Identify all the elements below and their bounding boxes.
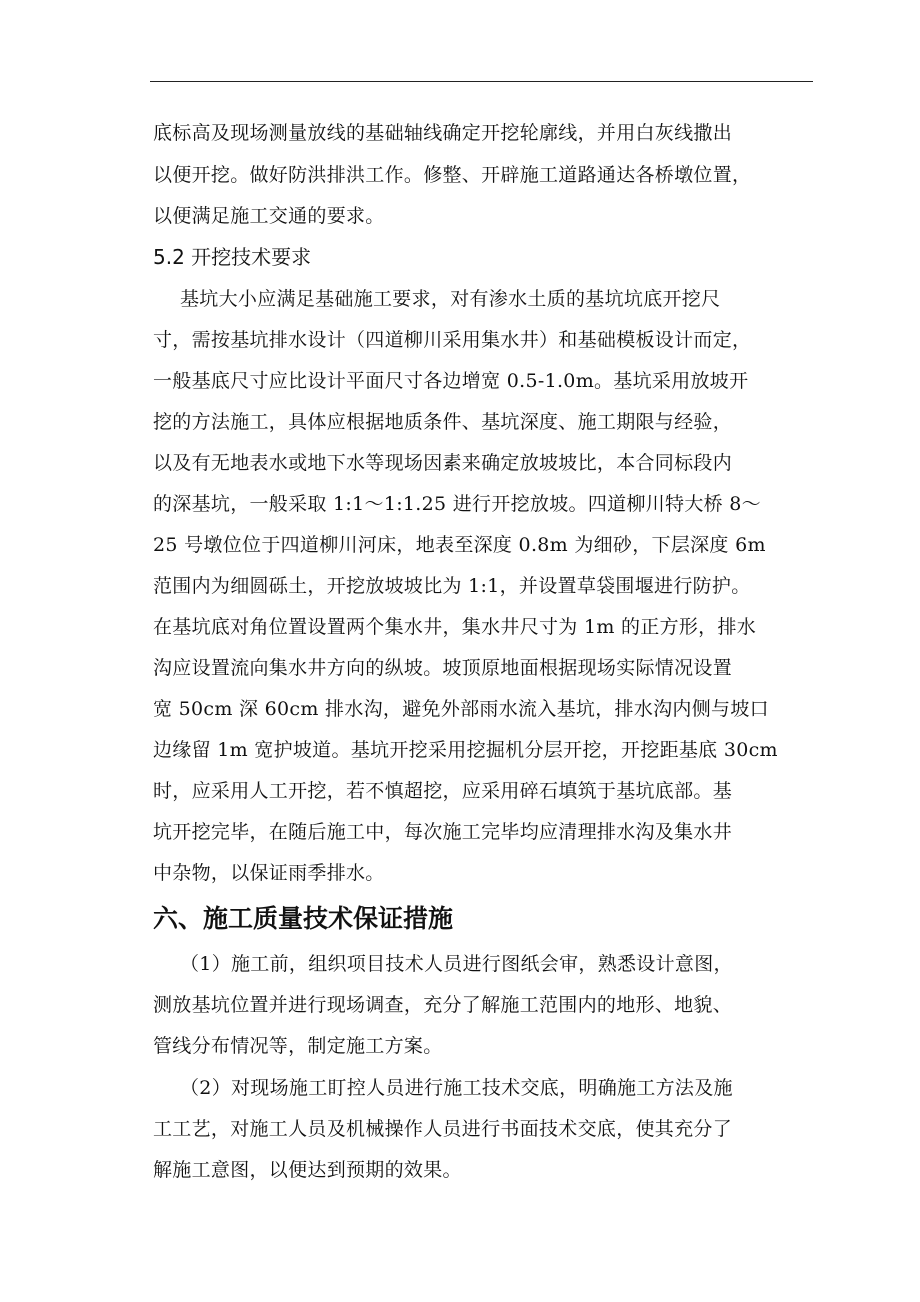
paragraph-line: 挖的方法施工，具体应根据地质条件、基坑深度、施工期限与经验， [153,411,733,433]
paragraph-line: 以便满足施工交通的要求。 [153,205,385,227]
paragraph-line: 以及有无地表水或地下水等现场因素来确定放坡坡比，本合同标段内 [153,452,733,474]
paragraph-line: 寸，需按基坑排水设计（四道柳川采用集水井）和基础模板设计而定， [153,329,752,351]
paragraph-line: （1）施工前，组织项目技术人员进行图纸会审，熟悉设计意图， [180,953,733,975]
paragraph-line: 范围内为细圆砾土，开挖放坡坡比为 1:1，并设置草袋围堰进行防护。 [153,575,751,597]
paragraph-line: 中杂物，以保证雨季排水。 [153,862,385,884]
header-rule [150,81,813,82]
paragraph-line: 在基坑底对角位置设置两个集水井，集水井尺寸为 1m 的正方形，排水 [153,616,757,638]
paragraph-line: 底标高及现场测量放线的基础轴线确定开挖轮廓线，并用白灰线撒出 [153,122,733,144]
paragraph-line: 工工艺，对施工人员及机械操作人员进行书面技术交底，使其充分了 [153,1118,733,1140]
section-heading-6: 六、施工质量技术保证措施 [153,904,454,933]
paragraph-line: 时，应采用人工开挖，若不慎超挖，应采用碎石填筑于基坑底部。基 [153,780,733,802]
paragraph-line: 宽 50cm 深 60cm 排水沟，避免外部雨水流入基坑，排水沟内侧与坡口 [153,698,769,720]
section-heading-5-2: 5.2 开挖技术要求 [153,245,312,269]
paragraph-line: 测放基坑位置并进行现场调查，充分了解施工范围内的地形、地貌、 [153,994,733,1016]
paragraph-line: 以便开挖。做好防洪排洪工作。修整、开辟施工道路通达各桥墩位置， [153,164,752,186]
paragraph-line: 基坑大小应满足基础施工要求，对有渗水土质的基坑坑底开挖尺 [180,288,721,310]
paragraph-line: 一般基底尺寸应比设计平面尺寸各边增宽 0.5-1.0m。基坑采用放坡开 [153,370,749,392]
paragraph-line: 解施工意图，以便达到预期的效果。 [153,1159,462,1181]
paragraph-line: 边缘留 1m 宽护坡道。基坑开挖采用挖掘机分层开挖，开挖距基底 30cm [153,739,778,761]
paragraph-line: 管线分布情况等，制定施工方案。 [153,1035,443,1057]
paragraph-line: 25 号墩位位于四道柳川河床，地表至深度 0.8m 为细砂，下层深度 6m [153,534,766,556]
paragraph-line: （2）对现场施工盯控人员进行施工技术交底，明确施工方法及施 [180,1077,733,1099]
paragraph-line: 沟应设置流向集水井方向的纵坡。坡顶原地面根据现场实际情况设置 [153,657,733,679]
paragraph-line: 的深基坑，一般采取 1:1～1:1.25 进行开挖放坡。四道柳川特大桥 8～ [153,493,761,515]
paragraph-line: 坑开挖完毕，在随后施工中，每次施工完毕均应清理排水沟及集水井 [153,821,733,843]
